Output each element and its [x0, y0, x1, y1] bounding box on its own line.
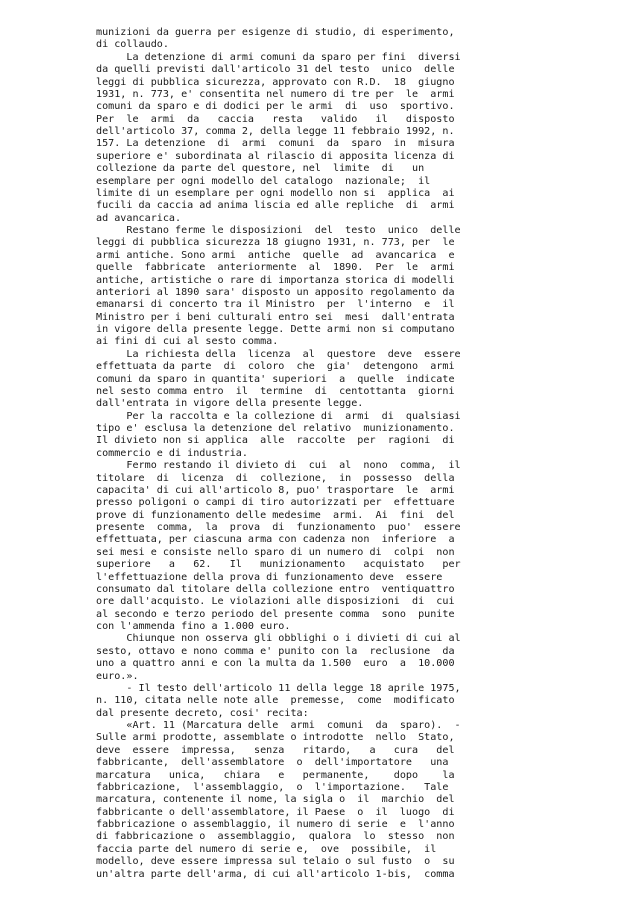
text-line: dell'articolo 37, comma 2, della legge 11 febbraio 1992, n. [96, 126, 455, 137]
text-line: - Il testo dell'articolo 11 della legge 18 aprile 1975, [96, 682, 461, 694]
text-line: nel sesto comma entro il termine di centottanta giorni [96, 385, 455, 397]
text-line: Il divieto non si applica alle raccolte per ragioni di [96, 435, 455, 447]
text-line: La richiesta della licenza al questore deve essere [96, 348, 461, 360]
text-line: Per le armi da caccia resta valido il disposto [96, 113, 455, 125]
text-line: ad avancarica. [96, 212, 182, 224]
document-page [96, 27, 616, 881]
text-line: fabbricazione, l'assemblaggio, o l'importazione. Tale [96, 781, 449, 793]
text-line: superiore a 62. Il munizionamento acquistato per [96, 559, 461, 571]
text-line: marcatura, contenente il nome, la sigla o il marchio del [96, 794, 455, 806]
text-line: ore dall'acquisto. Le violazioni alle disposizioni di cui [96, 596, 455, 608]
text-line: n. 110, citata nelle note alle premesse, come modificato [96, 695, 455, 707]
text-line: in vigore della presente legge. Dette armi non si computano [96, 324, 455, 335]
text-line: marcatura unica, chiara e permanente, dopo la [96, 769, 455, 781]
text-line: 1931, n. 773, e' consentita nel numero di tre per le armi [96, 88, 455, 100]
text-line: modello, deve essere impressa sul telaio o sul fusto o su [96, 856, 455, 868]
text-line: commercio e di industria. [96, 447, 248, 459]
text-line: fabbricante, dell'assemblatore o dell'importatore una [96, 757, 449, 769]
text-line: di fabbricazione o assemblaggio, qualora lo stesso non [96, 831, 455, 843]
text-line: «Art. 11 (Marcatura delle armi comuni da sparo). - [96, 720, 461, 731]
text-line: superiore e' subordinata al rilascio di apposita licenza di [96, 150, 455, 162]
text-line: limite di un esemplare per ogni modello non si applica ai [96, 187, 455, 199]
text-line: tipo e' esclusa la detenzione del relativo munizionamento. [96, 423, 455, 434]
text-line: con l'ammenda fino a 1.000 euro. [96, 621, 291, 632]
text-line: sesto, ottavo e nono comma e' punito con la reclusione da [96, 645, 455, 657]
text-line: quelle fabbricate anteriormente al 1890. Per le armi [96, 262, 455, 274]
text-line: antiche, artistiche o rare di importanza storica di modelli [96, 274, 455, 286]
text-line: leggi di pubblica sicurezza 18 giugno 1931, n. 773, per le [96, 237, 455, 249]
text-line: anteriori al 1890 sara' disposto un apposito regolamento da [96, 286, 455, 298]
text-line: faccia parte del numero di serie e, ove possibile, il [96, 843, 437, 855]
text-line: prove di funzionamento delle medesime armi. Ai fini del [96, 509, 455, 521]
text-line: dal presente decreto, cosi' recita: [96, 707, 309, 719]
text-line: emanarsi di concerto tra il Ministro per l'interno e il [96, 299, 455, 311]
text-line: munizioni da guerra per esigenze di studio, di esperimento, [96, 27, 455, 38]
text-line: Sulle armi prodotte, assemblate o introdotte nello Stato, [96, 732, 455, 744]
text-line: titolare di licenza di collezione, in possesso della [96, 472, 455, 484]
text-line: un'altra parte dell'arma, di cui all'articolo 1-bis, comma [96, 868, 455, 880]
text-line: leggi di pubblica sicurezza, approvato con R.D. 18 giugno [96, 76, 455, 88]
text-line: di collaudo. [96, 39, 169, 51]
text-line: fabbricazione o assemblaggio, il numero di serie e l'anno [96, 819, 455, 830]
text-line: dall'entrata in vigore della presente legge. [96, 398, 364, 410]
text-line: Fermo restando il divieto di cui al nono comma, il [96, 460, 461, 472]
text-line: deve essere impressa, senza ritardo, a cura del [96, 744, 455, 756]
text-line: Ministro per i beni culturali entro sei mesi dall'entrata [96, 311, 455, 323]
text-line: presso poligoni o campi di tiro autorizzati per effettuare [96, 497, 455, 509]
text-line: effettuata, per ciascuna arma con cadenza non inferiore a [96, 534, 455, 546]
text-line: uno a quattro anni e con la multa da 1.500 euro a 10.000 [96, 658, 455, 670]
text-line: La detenzione di armi comuni da sparo per fini diversi [96, 51, 461, 63]
text-line: Per la raccolta e la collezione di armi di qualsiasi [96, 410, 461, 422]
text-line: effettuata da parte di coloro che gia' detengono armi [96, 361, 455, 373]
text-line: fabbricante o dell'assemblatore, il Paese o il luogo di [96, 806, 455, 818]
text-line: Restano ferme le disposizioni del testo unico delle [96, 225, 461, 236]
text-line: 157. La detenzione di armi comuni da sparo in misura [96, 138, 455, 150]
text-line: comuni da sparo e di dodici per le armi di uso sportivo. [96, 101, 455, 113]
text-line: collezione da parte del questore, nel limite di un [96, 163, 425, 175]
text-line: armi antiche. Sono armi antiche quelle ad avancarica e [96, 249, 455, 261]
text-line: al secondo e terzo periodo del presente comma sono punite [96, 608, 455, 620]
text-line: consumato dal titolare della collezione entro ventiquattro [96, 583, 455, 595]
text-line: ai fini di cui al sesto comma. [96, 336, 279, 348]
text-line: l'effettuazione della prova di funzionamento deve essere [96, 571, 443, 583]
text-line: fucili da caccia ad anima liscia ed alle repliche di armi [96, 200, 455, 212]
text-line: presente comma, la prova di funzionamento puo' essere [96, 522, 461, 533]
text-line: euro.». [96, 670, 139, 682]
text-line: comuni da sparo in quantita' superiori a quelle indicate [96, 373, 455, 385]
text-line: esemplare per ogni modello del catalogo nazionale; il [96, 175, 431, 187]
text-line: da quelli previsti dall'articolo 31 del testo unico delle [96, 64, 455, 76]
text-line: capacita' di cui all'articolo 8, puo' trasportare le armi [96, 484, 455, 496]
text-line: Chiunque non osserva gli obblighi o i divieti di cui al [96, 633, 461, 645]
text-line: sei mesi e consiste nello sparo di un numero di colpi non [96, 546, 455, 558]
